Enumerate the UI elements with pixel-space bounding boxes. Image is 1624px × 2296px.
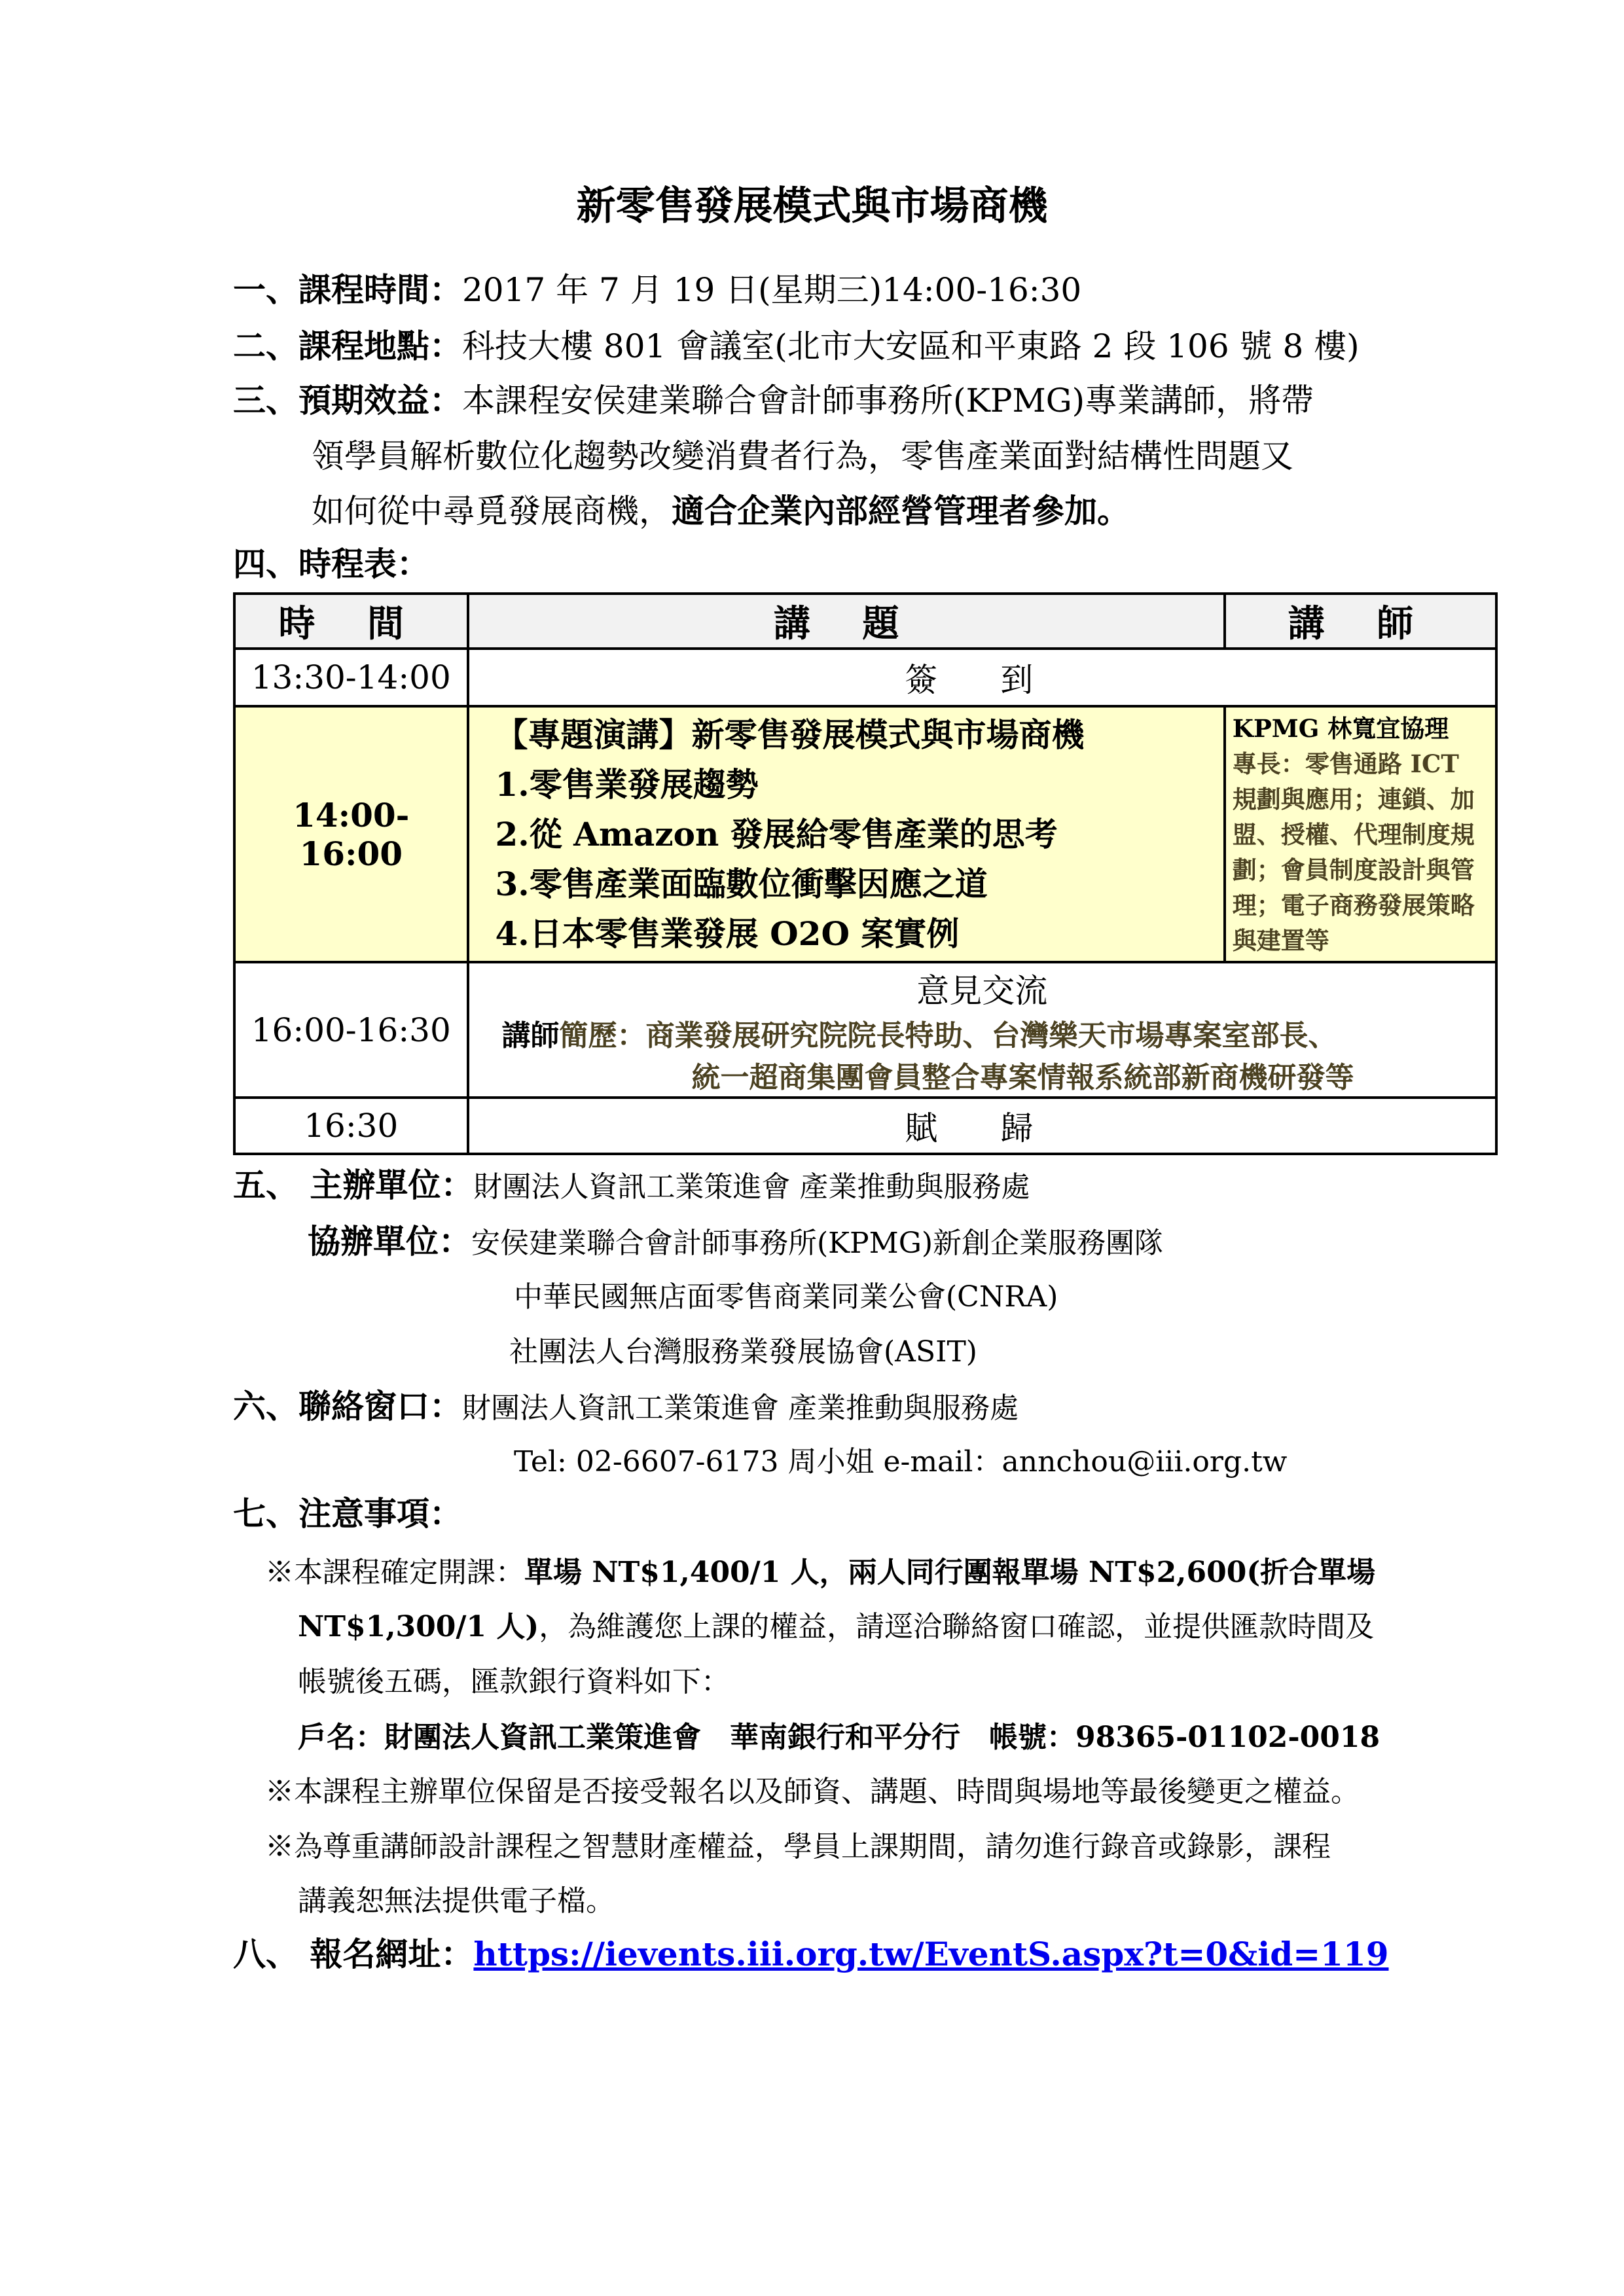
text: ※本課程確定開課：	[265, 1556, 524, 1589]
topic-line: 【專題演講】新零售發展模式與市場商機	[495, 715, 1085, 754]
time-cell: 16:00-16:30	[234, 962, 468, 1098]
value: 2017 年 7 月 19 日(星期三)14:00-16:30	[462, 271, 1082, 309]
bio-label: 講師	[501, 1018, 560, 1052]
schedule-label: 四、時程表：	[233, 545, 429, 583]
label: 一、課程時間：	[233, 270, 462, 309]
table-row	[234, 706, 1496, 962]
label: 三、預期效益：	[233, 381, 462, 420]
header-speaker: 講 師	[1225, 594, 1496, 649]
text: NT$1,300/1 人)	[298, 1610, 539, 1643]
header-time: 時 間	[234, 594, 468, 649]
organizer	[233, 1166, 1030, 1207]
topic-line: 2.從 Amazon 發展給零售產業的思考	[495, 814, 1058, 853]
page-title: 新零售發展模式與市場商機	[576, 183, 1048, 229]
bank-info: 戶名：財團法人資訊工業策進會 華南銀行和平分行 帳號：98365-01102-0018	[298, 1721, 1380, 1754]
note: ※本課程主辦單位保留是否接受報名以及師資、講題、時間與場地等最後變更之權益。	[265, 1775, 1360, 1808]
label: 協辦單位：	[308, 1222, 471, 1261]
benefit-line: 領學員解析數位化趨勢改變消費者行為，零售產業面對結構性問題又	[312, 437, 1293, 475]
table-row	[234, 962, 1496, 1098]
label: 二、課程地點：	[233, 327, 462, 365]
label: 五、 主辦單位：	[233, 1166, 474, 1204]
note-line: 帳號後五碼，匯款銀行資料如下：	[298, 1665, 730, 1698]
text: ，為維護您上課的權益，請逕洽聯絡窗口確認，並提供匯款時間及	[539, 1610, 1375, 1643]
registration-link[interactable]: https://ievents.iii.org.tw/EventS.aspx?t=0&id=119	[473, 1935, 1389, 1973]
topic-cell: 賦 歸	[468, 1098, 1496, 1154]
time-cell: 13:30-14:00	[234, 649, 468, 706]
topic-line: 1.零售業發展趨勢	[495, 764, 759, 804]
speaker-bio: 專長：零售通路 ICT 規劃與應用；連鎖、加盟、授權、代理制度規劃；會員制度設計與管理；電子商務發展策略與建置等	[1232, 749, 1475, 955]
table-header	[234, 594, 1496, 649]
speaker-cell	[1225, 706, 1496, 962]
time-cell: 16:30	[234, 1098, 468, 1154]
note: ※為尊重講師設計課程之智慧財產權益，學員上課期間，請勿進行錄音或錄影，課程	[265, 1830, 1331, 1863]
topic-line: 3.零售產業面臨數位衝擊因應之道	[495, 864, 988, 903]
time-cell: 14:00-16:00	[234, 706, 468, 962]
benefit	[233, 381, 1314, 420]
header-topic: 講 題	[468, 594, 1225, 649]
label: 六、聯絡窗口：	[233, 1387, 462, 1426]
note-line	[298, 1607, 1374, 1647]
course-time	[233, 270, 1081, 310]
registration	[233, 1935, 1389, 1974]
value: 科技大樓 801 會議室(北市大安區和平東路 2 段 106 號 8 樓)	[462, 327, 1360, 365]
benefit-line	[312, 492, 1130, 531]
notes-label: 七、注意事項：	[233, 1494, 462, 1533]
co-organizer	[308, 1222, 1163, 1263]
label: 八、 報名網址：	[233, 1935, 474, 1973]
topic: 意見交流	[916, 971, 1048, 1010]
note	[265, 1553, 1375, 1592]
bio-line: 統一超商集團會員整合專案情報系統部新商機研發等	[691, 1060, 1354, 1094]
bio-line: 簡歷：商業發展研究院院長特助、台灣樂天市場專案室部長、	[559, 1018, 1337, 1052]
contact	[233, 1387, 1019, 1428]
course-location	[233, 327, 1360, 366]
value: 安侯建業聯合會計師事務所(KPMG)新創企業服務團隊	[471, 1227, 1164, 1260]
text: 單場 NT$1,400/1 人，兩人同行團報單場 NT$2,600(折合單場	[524, 1556, 1376, 1589]
text: 適合企業內部經營管理者參加。	[672, 492, 1130, 530]
table-row	[234, 649, 1496, 706]
note-line: 講義恕無法提供電子檔。	[298, 1884, 615, 1918]
value: 財團法人資訊工業策進會 產業推動與服務處	[462, 1391, 1019, 1425]
topic-cell	[468, 962, 1496, 1098]
table-row	[234, 1098, 1496, 1154]
topic-line: 4.日本零售業發展 O2O 案實例	[495, 914, 960, 953]
contact-info: Tel: 02-6607-6173 周小姐 e-mail：annchou@iii.org.tw	[514, 1445, 1288, 1479]
speaker-name: KPMG 林寬宜協理	[1232, 713, 1449, 743]
schedule-table	[233, 592, 1498, 1155]
co-organizer-line: 中華民國無店面零售商業同業公會(CNRA)	[514, 1280, 1058, 1314]
value: 本課程安侯建業聯合會計師事務所(KPMG)專業講師，將帶	[462, 382, 1314, 420]
text: 如何從中尋覓發展商機，	[312, 492, 672, 530]
topic-cell: 簽 到	[468, 649, 1496, 706]
value: 財團法人資訊工業策進會 產業推動與服務處	[473, 1170, 1030, 1204]
co-organizer-line: 社團法人台灣服務業發展協會(ASIT)	[509, 1335, 977, 1369]
topic-cell	[468, 706, 1225, 962]
